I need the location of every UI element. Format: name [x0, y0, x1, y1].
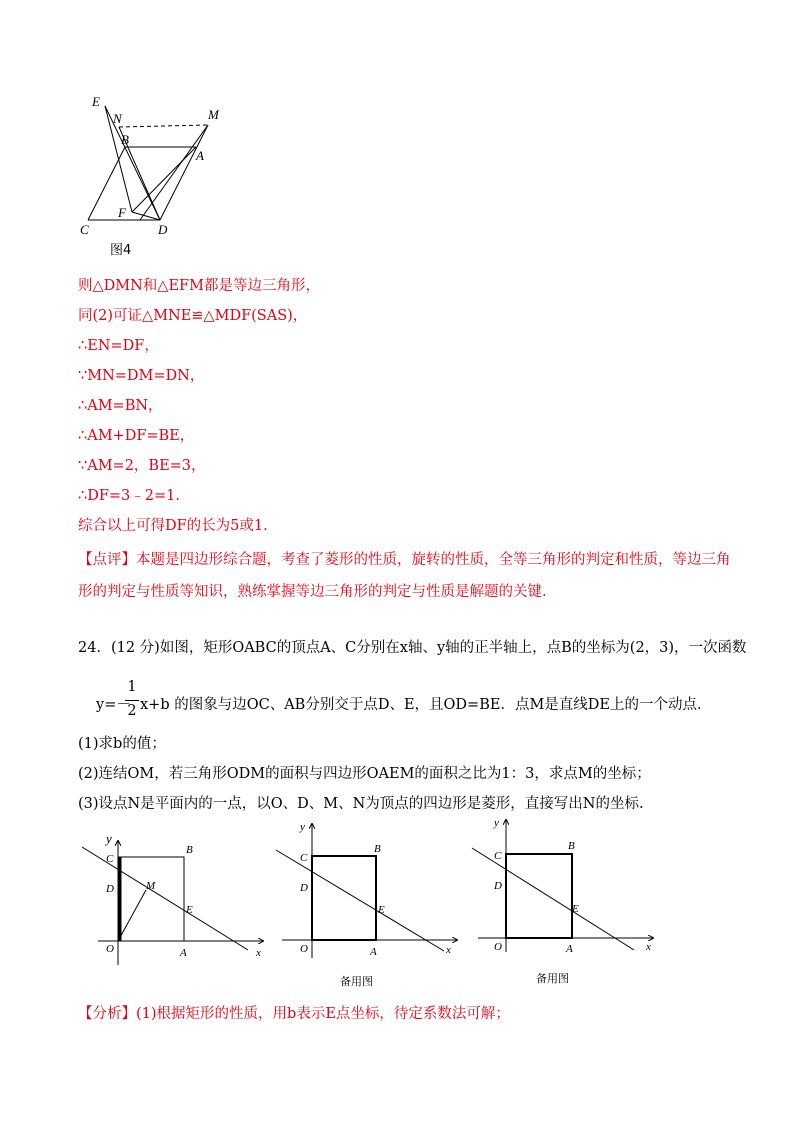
graph-1: [78, 825, 273, 975]
comment-line-1: [78, 550, 731, 570]
g1-label-x: x: [256, 947, 261, 959]
equation-suffix: x+b 的图象与边OC、AB分别交于点D、E，且OD=BE．点M是直线DE上的一个动点．: [140, 697, 712, 713]
g3-label-D: D: [494, 880, 502, 892]
problem-24-stem: 24．(12 分)如图，矩形OABC的顶点A、C分别在x轴、y轴的正半轴上，点B的坐标为(2，3)，一次函数: [78, 640, 747, 656]
fig4-label-A: A: [196, 148, 204, 163]
figure-4: [78, 92, 238, 262]
fig4-label-D: D: [158, 222, 168, 237]
fig4-label-F: F: [118, 205, 126, 220]
comment-text-1: 本题是四边形综合题，考查了菱形的性质，旋转的性质，全等三角形的判定和性质，等边三角: [136, 552, 731, 568]
fraction-bar: [125, 700, 139, 701]
g2-label-O: O: [300, 943, 308, 955]
g3-caption: 备用图: [536, 972, 569, 985]
fig4-label-M: M: [208, 107, 219, 122]
g1-label-y: y: [106, 831, 112, 846]
fig4-caption: 图4: [110, 243, 132, 258]
question-1: (1)求b的值；: [78, 736, 166, 752]
graph-2: [272, 818, 467, 993]
comment-line-2: 形的判定与性质等知识，熟练掌握等边三角形的判定与性质是解题的关键.: [78, 584, 547, 600]
g1-label-A: A: [180, 947, 187, 959]
graph-3: [468, 812, 663, 987]
analysis-tag: 【分析】: [78, 1006, 136, 1022]
question-3: (3)设点N是平面内的一点，以O、D、M、N为顶点的四边形是菱形，直接写出N的坐标.: [78, 796, 644, 812]
g1-label-C: C: [106, 853, 114, 865]
g2-label-y: y: [300, 821, 305, 833]
question-2: (2)连结OM，若三角形ODM的面积与四边形OAEM的面积之比为1：3，求点M的坐标；: [78, 766, 651, 782]
g2-label-D: D: [300, 882, 308, 894]
fraction-denominator: 2: [127, 703, 137, 719]
g3-label-y: y: [494, 817, 499, 829]
g3-label-A: A: [566, 943, 573, 955]
comment-tag: 【点评】: [78, 552, 136, 568]
solution-line-5: ∴AM=BN，: [78, 398, 163, 414]
fig4-label-E: E: [92, 94, 100, 109]
fig4-label-C: C: [80, 222, 89, 237]
solution-line-6: ∴AM+DF=BE，: [78, 428, 195, 444]
g3-label-E: E: [572, 903, 579, 915]
g3-label-C: C: [494, 850, 502, 862]
solution-line-2: 同(2)可证△MNE≌△MDF(SAS)，: [78, 308, 308, 324]
solution-line-8: ∴DF=3﹣2=1.: [78, 488, 180, 504]
g2-label-x: x: [446, 944, 451, 956]
g2-label-C: C: [300, 852, 308, 864]
g2-label-E: E: [378, 904, 385, 916]
g3-label-B: B: [568, 840, 575, 852]
fraction-numerator: 1: [127, 679, 137, 695]
fig4-label-B: B: [121, 132, 129, 147]
solution-line-3: ∴EN=DF，: [78, 338, 159, 354]
fig4-label-N: N: [113, 111, 122, 126]
g3-label-x: x: [646, 941, 651, 953]
g3-label-O: O: [494, 941, 502, 953]
solution-line-4: ∵MN=DM=DN，: [78, 368, 205, 384]
solution-line-1: 则△DMN和△EFM都是等边三角形，: [78, 278, 320, 294]
g1-label-E: E: [186, 904, 193, 916]
g2-label-A: A: [370, 946, 377, 958]
solution-line-7: ∵AM=2，BE=3，: [78, 458, 206, 474]
g1-label-O: O: [106, 943, 114, 955]
analysis-text: (1)根据矩形的性质，用b表示E点坐标，待定系数法可解；: [136, 1006, 510, 1022]
g1-label-B: B: [186, 844, 193, 856]
equation-prefix: y=－: [96, 697, 131, 713]
g1-label-M: M: [146, 880, 156, 892]
g2-caption: 备用图: [340, 975, 373, 988]
g1-label-D: D: [106, 883, 114, 895]
solution-line-9: 综合以上可得DF的长为5或1.: [78, 518, 268, 534]
analysis-line: [78, 1004, 510, 1024]
g2-label-B: B: [374, 843, 381, 855]
